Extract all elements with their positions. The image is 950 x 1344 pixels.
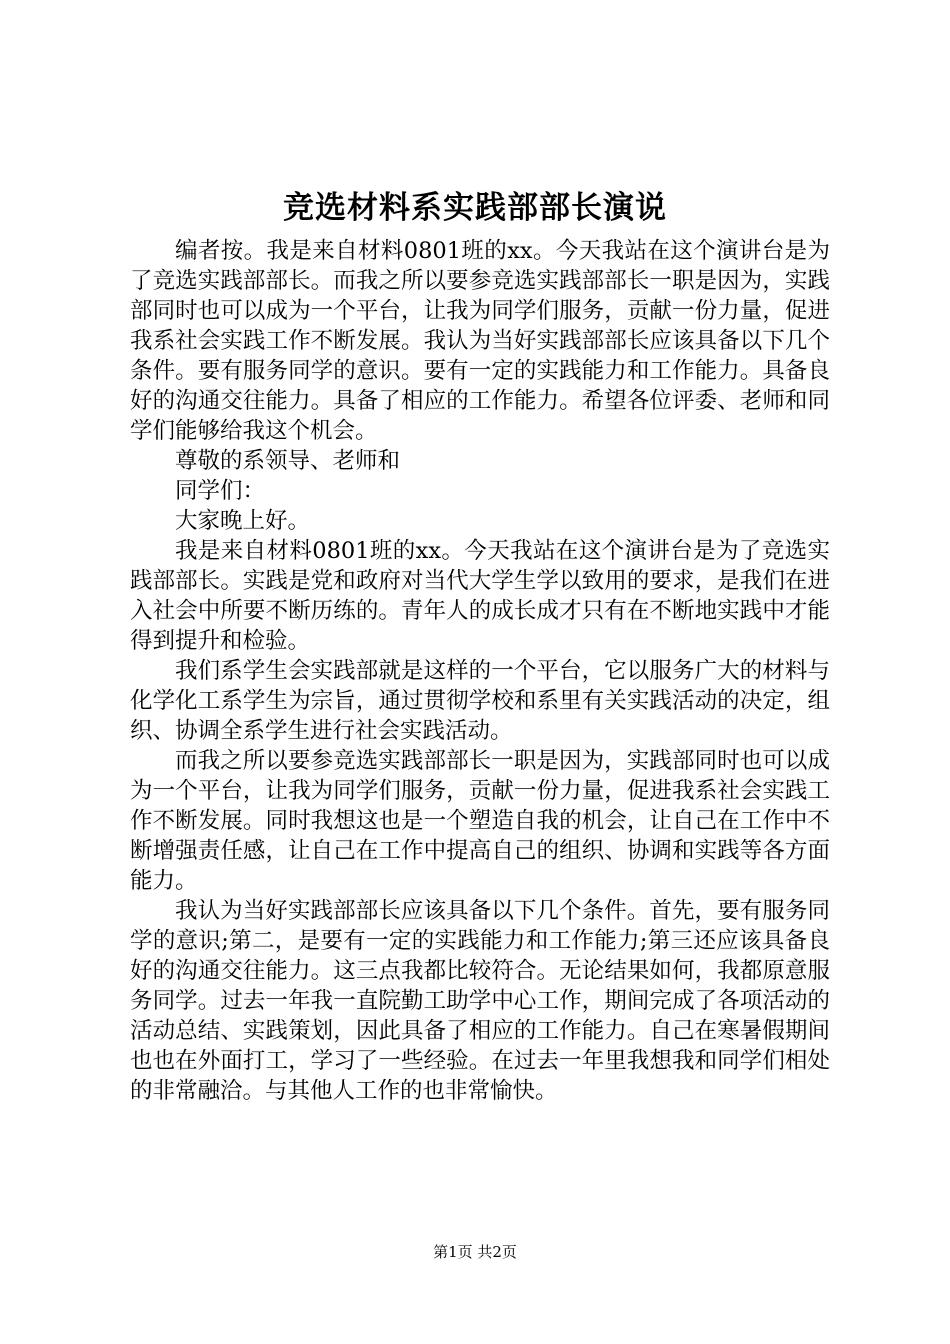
paragraph-editor-note: 编者按。我是来自材料0801班的xx。今天我站在这个演讲台是为了竞选实践部部长。而我之所以要参竞选实践部部长一职是因为，实践部同时也可以成为一个平台，让我为同学们服务，贡献一份力量，促进我系社会实践工作不断发展。我认为当好实践部部长应该具备以下几个条件。要有服务同学的意识。要有一定的实践能力和工作能力。具备良好的沟通交往能力。具备了相应的工作能力。希望各位评委、老师和同学们能够给我这个机会。 [130, 238, 830, 444]
paragraph-greeting: 大家晚上好。 [175, 508, 311, 534]
paragraph-motivation: 而我之所以要参竞选实践部部长一职是因为，实践部同时也可以成为一个平台，让我为同学们服务，贡献一份力量，促进我系社会实践工作不断发展。同时我想这也是一个塑造自我的机会，让自己在工作中不断增强责任感，让自己在工作中提高自己的组织、协调和实践等各方面能力。 [130, 748, 830, 894]
page-footer: 第1页 共2页 [433, 1243, 517, 1261]
paragraph-qualifications: 我认为当好实践部部长应该具备以下几个条件。首先，要有服务同学的意识;第二，是要有一定的实践能力和工作能力;第三还应该具备良好的沟通交往能力。这三点我都比较符合。无论结果如何，我都原意服务同学。过去一年我一直院勤工助学中心工作，期间完成了各项活动的活动总结、实践策划，因此具备了相应的工作能力。自己在寒暑假期间也也在外面打工，学习了一些经验。在过去一年里我想我和同学们相处的非常融洽。与其他人工作的也非常愉快。 [130, 898, 830, 1104]
paragraph-department: 我们系学生会实践部就是这样的一个平台，它以服务广大的材料与化学化工系学生为宗旨，通过贯彻学校和系里有关实践活动的决定，组织、协调全系学生进行社会实践活动。 [130, 658, 830, 744]
paragraph-salutation: 尊敬的系领导、老师和 [175, 448, 401, 474]
paragraph-intro: 我是来自材料0801班的xx。今天我站在这个演讲台是为了竞选实践部部长。实践是党和政府对当代大学生学以致用的要求，是我们在进入社会中所要不断历练的。青年人的成长成才只有在不断地实践中才能得到提升和检验。 [130, 538, 830, 654]
document-title: 竞选材料系实践部部长演说 [283, 190, 667, 226]
paragraph-salutation-cont: 同学们： [175, 478, 266, 504]
document-body [130, 236, 830, 1106]
